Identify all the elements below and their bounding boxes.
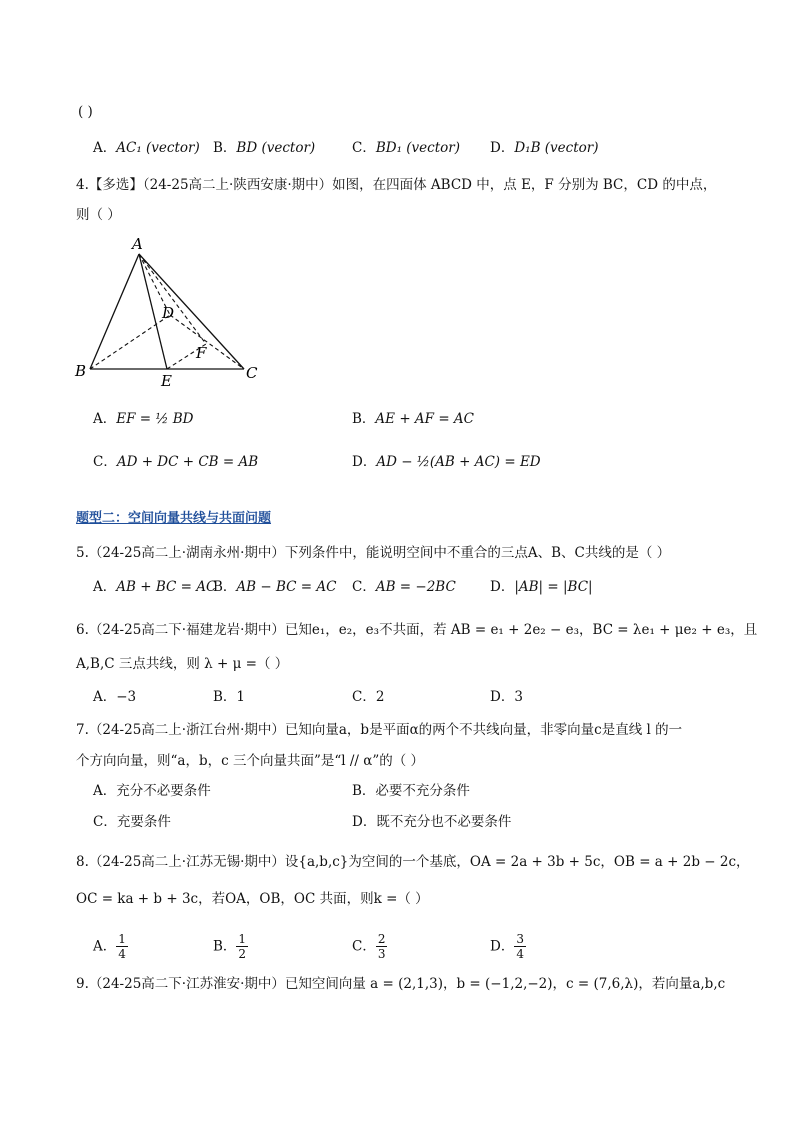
q7-option-a[interactable] [93, 782, 211, 800]
option-text: AB + BC = AC [116, 579, 217, 595]
option-text: AB − BC = AC [236, 579, 337, 595]
option-label: A． [93, 140, 117, 156]
fraction-den: 2 [238, 947, 247, 961]
option-label: C． [352, 689, 376, 705]
option-label: A． [93, 579, 117, 595]
q7-stem-line1: 7.（24-25高二上·浙江台州·期中）已知向量a，b是平面α的两个不共线向量，非零向量c是直线 l 的一 [76, 722, 683, 738]
option-text: 充要条件 [116, 814, 171, 830]
q8-stem-line2: OC = ka + b + 3c，若OA，OB，OC 共面，则k =（ ） [76, 891, 429, 907]
q4-stem-line2: 则（ ） [76, 207, 121, 223]
option-text: 1 [236, 689, 246, 705]
fraction-num: 3 [516, 932, 524, 946]
option-label: B． [213, 689, 237, 705]
option-label: C． [352, 579, 376, 595]
fraction [236, 932, 248, 961]
option-text: D₁B (vector) [514, 140, 599, 156]
fraction-den: 4 [516, 947, 524, 961]
option-label: C． [352, 140, 376, 156]
q6-option-d[interactable] [490, 688, 523, 706]
q8-stem-line1: 8.（24-25高二上·江苏无锡·期中）设{a,b,c}为空间的一个基底，OA = 2a + 3b + 5c，OB = a + 2b − 2c， [76, 854, 750, 870]
option-text: BD (vector) [236, 140, 316, 156]
q3-option-d[interactable] [490, 139, 599, 157]
option-text: AC₁ (vector) [116, 140, 200, 156]
label-b: B [75, 362, 87, 380]
option-label: A． [93, 938, 117, 955]
q3-option-b[interactable] [213, 139, 315, 157]
fraction-num: 2 [377, 932, 386, 946]
option-text: 既不充分也不必要条件 [376, 814, 512, 830]
option-label: B． [352, 411, 376, 427]
option-label: D． [352, 454, 377, 470]
option-label: C． [93, 454, 117, 470]
q5-option-b[interactable] [213, 578, 336, 596]
fraction-den: 4 [118, 947, 126, 961]
q7-option-d[interactable] [352, 813, 511, 831]
option-label: A． [93, 411, 117, 427]
fraction [116, 932, 128, 961]
option-text: AE + AF = AC [375, 411, 475, 427]
option-text: 必要不充分条件 [375, 783, 470, 799]
q5-stem-line1: 5.（24-25高二上·湖南永州·期中）下列条件中，能说明空间中不重合的三点A、B、C共线的是（ ） [76, 545, 671, 561]
fraction-num: 1 [238, 932, 247, 946]
q4-option-d[interactable] [352, 453, 541, 471]
q7-option-c[interactable] [93, 813, 171, 831]
option-label: D． [352, 814, 377, 830]
label-c: C [246, 364, 258, 382]
q7-stem-line2: 个方向向量，则“a，b，c 三个向量共面”是“l // α”的（ ） [76, 753, 425, 769]
q4-option-b[interactable] [352, 410, 474, 428]
option-label: B． [352, 783, 376, 799]
q3-paren: ( ) [78, 104, 93, 120]
option-text: −3 [116, 689, 137, 705]
fraction [376, 932, 388, 961]
option-text: AD + DC + CB = AB [116, 454, 259, 470]
option-label: B． [213, 579, 237, 595]
q4-option-c[interactable] [93, 453, 258, 471]
q6-stem-line2: A,B,C 三点共线，则 λ + μ =（ ） [76, 656, 289, 672]
option-text: AD − ½(AB + AC) = ED [376, 454, 541, 470]
q6-stem-line1: 6.（24-25高二下·福建龙岩·期中）已知e₁，e₂，e₃不共面，若 AB = e₁ + 2e₂ − e₃，BC = λe₁ + μe₂ + e₃，且 [76, 622, 758, 638]
option-text: BD₁ (vector) [375, 140, 461, 156]
option-text: 充分不必要条件 [116, 783, 211, 799]
section-title: 题型二：空间向量共线与共面问题 [76, 511, 272, 526]
edge-ab [90, 254, 139, 369]
q8-option-a[interactable] [93, 932, 128, 961]
label-d: D [162, 304, 175, 322]
label-a: A [132, 235, 143, 253]
q4-stem-line1: 4.【多选】（24-25高二上·陕西安康·期中）如图，在四面体 ABCD 中，点 E，F 分别为 BC，CD 的中点， [76, 177, 717, 193]
q7-option-b[interactable] [352, 782, 470, 800]
q3-option-a[interactable] [93, 139, 200, 157]
option-label: C． [352, 938, 376, 955]
q6-option-b[interactable] [213, 688, 245, 706]
option-label: D． [490, 140, 515, 156]
option-label: D． [490, 689, 515, 705]
q5-option-a[interactable] [93, 578, 216, 596]
option-label: C． [93, 814, 117, 830]
tetrahedron-figure [70, 232, 270, 392]
q5-option-c[interactable] [352, 578, 456, 596]
q8-option-b[interactable] [213, 932, 248, 961]
q6-option-c[interactable] [352, 688, 384, 706]
option-label: D． [490, 938, 515, 955]
option-label: A． [93, 783, 117, 799]
option-label: A． [93, 689, 117, 705]
option-label: B． [213, 938, 237, 955]
edge-dc [170, 315, 244, 369]
label-e: E [161, 372, 172, 390]
fraction-num: 1 [118, 932, 126, 946]
option-text: EF = ½ BD [116, 411, 194, 427]
option-text: 3 [514, 689, 523, 705]
fraction [514, 932, 526, 961]
option-label: B． [213, 140, 237, 156]
q9-stem-line1: 9.（24-25高二下·江苏淮安·期中）已知空间向量 a = (2,1,3)，b = (−1,2,−2)，c = (7,6,λ)，若向量a,b,c [76, 976, 726, 992]
option-label: D． [490, 579, 515, 595]
label-f: F [196, 344, 207, 362]
q8-option-c[interactable] [352, 932, 387, 961]
fraction-den: 3 [377, 947, 386, 961]
option-text: 2 [375, 689, 385, 705]
option-text: |AB| = |BC| [514, 579, 593, 595]
q5-option-d[interactable] [490, 578, 593, 596]
segment-af [139, 254, 206, 344]
edge-ac [139, 254, 244, 369]
q8-option-d[interactable] [490, 932, 526, 961]
q3-option-c[interactable] [352, 139, 460, 157]
option-text: AB = −2BC [375, 579, 456, 595]
q4-option-a[interactable] [93, 410, 194, 428]
q6-option-a[interactable] [93, 688, 136, 706]
